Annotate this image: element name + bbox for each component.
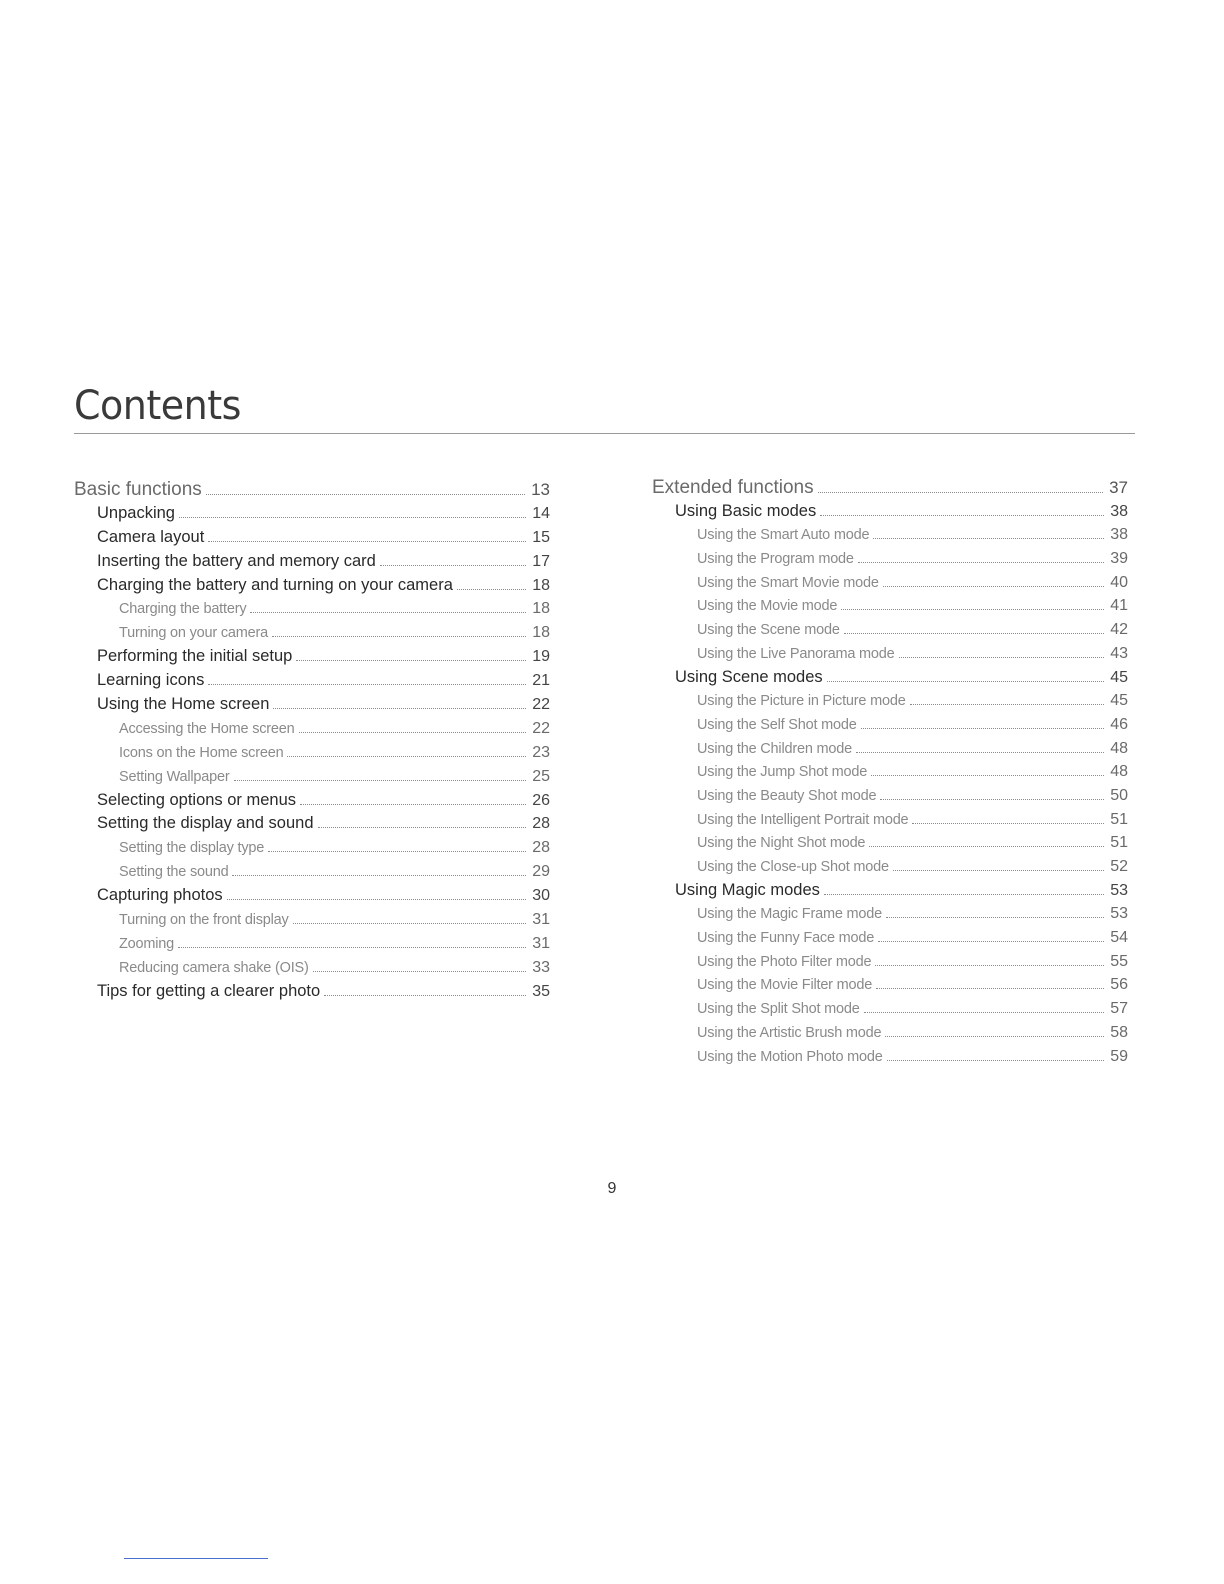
- toc-entry-page-number: 18: [532, 624, 550, 642]
- dot-leader: [873, 538, 1104, 539]
- toc-entry-page-number: 43: [1110, 644, 1128, 662]
- dot-leader: [899, 657, 1105, 658]
- toc-entry-label: Using the Night Shot mode: [697, 835, 866, 852]
- toc-entry-page-number: 35: [532, 982, 550, 1000]
- dot-leader: [824, 894, 1104, 895]
- toc-entry-basic-functions[interactable]: [74, 478, 550, 502]
- toc-entry-label: Inserting the battery and memory card: [97, 551, 376, 570]
- footer-link-underline: [124, 1558, 268, 1559]
- dot-leader: [232, 875, 526, 876]
- toc-entry-using-the-split-shot-mode[interactable]: [652, 997, 1128, 1021]
- toc-entry-label: Tips for getting a clearer photo: [97, 981, 321, 1000]
- toc-entry-performing-the-initial-setup[interactable]: [74, 645, 550, 669]
- title-divider: [74, 433, 1135, 434]
- toc-entry-label: Using the Split Shot mode: [697, 1001, 860, 1018]
- dot-leader: [178, 947, 526, 948]
- dot-leader: [227, 899, 527, 900]
- dot-leader: [864, 1012, 1105, 1013]
- toc-entry-using-the-intelligent-portrait-mode[interactable]: [652, 808, 1128, 832]
- dot-leader: [858, 562, 1104, 563]
- dot-leader: [887, 1060, 1105, 1061]
- toc-entry-page-number: 13: [531, 480, 550, 499]
- toc-entry-label: Using the Photo Filter mode: [697, 953, 872, 970]
- toc-entry-label: Using the Program mode: [697, 551, 854, 568]
- toc-entry-label: Performing the initial setup: [97, 647, 293, 666]
- toc-entry-label: Using the Children mode: [697, 740, 852, 757]
- toc-entry-selecting-options-or-menus[interactable]: [74, 789, 550, 813]
- toc-entry-label: Using the Self Shot mode: [697, 716, 857, 733]
- dot-leader: [861, 728, 1105, 729]
- toc-entry-label: Zooming: [119, 935, 175, 952]
- dot-leader: [318, 827, 527, 828]
- toc-entry-page-number: 48: [1110, 739, 1128, 757]
- dot-leader: [876, 988, 1104, 989]
- toc-entry-using-the-photo-filter-mode[interactable]: [652, 950, 1128, 974]
- toc-entry-page-number: 37: [1109, 478, 1128, 497]
- toc-entry-page-number: 52: [1110, 858, 1128, 875]
- toc-entry-page-number: 51: [1110, 834, 1128, 852]
- toc-entry-page-number: 50: [1110, 786, 1128, 804]
- toc-entry-tips-for-getting-a-clearer-photo[interactable]: [74, 980, 550, 1004]
- dot-leader: [910, 704, 1105, 705]
- toc-entry-inserting-the-battery-and-memory-card[interactable]: [74, 550, 550, 574]
- toc-entry-using-the-movie-mode[interactable]: [652, 594, 1128, 618]
- dot-leader: [883, 586, 1104, 587]
- toc-entry-label: Accessing the Home screen: [119, 720, 295, 737]
- toc-entry-label: Using the Close-up Shot mode: [697, 859, 889, 875]
- toc-entry-using-the-self-shot-mode[interactable]: [652, 713, 1128, 737]
- toc-right-column: [652, 476, 1128, 1068]
- dot-leader: [912, 823, 1104, 824]
- toc-entry-page-number: 53: [1110, 881, 1128, 899]
- dot-leader: [885, 1036, 1104, 1037]
- toc-entry-label: Using the Beauty Shot mode: [697, 787, 877, 804]
- toc-entry-extended-functions[interactable]: [652, 476, 1128, 500]
- toc-entry-page-number: 46: [1110, 715, 1128, 733]
- dot-leader: [380, 565, 526, 566]
- dot-leader: [313, 971, 527, 972]
- toc-entry-label: Unpacking: [97, 503, 175, 522]
- toc-entry-label: Using the Home screen: [97, 695, 270, 714]
- toc-entry-label: Basic functions: [74, 479, 202, 500]
- toc-entry-using-the-night-shot-mode[interactable]: [652, 831, 1128, 855]
- page-title: Contents: [74, 382, 241, 429]
- toc-entry-using-the-movie-filter-mode[interactable]: [652, 973, 1128, 997]
- dot-leader: [206, 494, 525, 495]
- toc-entry-reducing-camera-shake-ois[interactable]: [74, 956, 550, 980]
- toc-entry-label: Setting the display and sound: [97, 814, 314, 833]
- dot-leader: [871, 775, 1104, 776]
- toc-entry-using-the-beauty-shot-mode[interactable]: [652, 784, 1128, 808]
- toc-entry-page-number: 53: [1110, 905, 1128, 923]
- toc-entry-using-the-live-panorama-mode[interactable]: [652, 642, 1128, 666]
- toc-entry-label: Capturing photos: [97, 886, 223, 905]
- dot-leader: [893, 870, 1104, 871]
- toc-entry-page-number: 55: [1110, 952, 1128, 970]
- toc-entry-label: Charging the battery: [119, 601, 247, 618]
- toc-entry-using-the-magic-frame-mode[interactable]: [652, 902, 1128, 926]
- toc-entry-using-scene-modes[interactable]: [652, 666, 1128, 690]
- toc-entry-page-number: 30: [532, 887, 550, 905]
- toc-entry-label: Using the Live Panorama mode: [697, 645, 895, 662]
- dot-leader: [875, 965, 1104, 966]
- dot-leader: [273, 708, 526, 709]
- toc-entry-label: Using the Smart Movie mode: [697, 574, 879, 591]
- toc-entry-page-number: 56: [1110, 976, 1128, 994]
- toc-entry-label: Extended functions: [652, 477, 814, 498]
- dot-leader: [880, 799, 1104, 800]
- toc-entry-page-number: 39: [1110, 550, 1128, 568]
- toc-entry-label: Using Magic modes: [675, 880, 820, 899]
- toc-entry-page-number: 51: [1110, 810, 1128, 828]
- toc-entry-using-the-smart-auto-mode[interactable]: [652, 523, 1128, 547]
- toc-entry-using-the-home-screen[interactable]: [74, 693, 550, 717]
- dot-leader: [250, 612, 526, 613]
- toc-entry-label: Using the Smart Auto mode: [697, 527, 870, 544]
- dot-leader: [272, 636, 526, 637]
- toc-entry-label: Turning on the front display: [119, 912, 289, 929]
- toc-entry-setting-the-display-type[interactable]: [74, 836, 550, 860]
- toc-entry-label: Setting the display type: [119, 840, 265, 857]
- toc-entry-label: Learning icons: [97, 671, 205, 690]
- toc-entry-page-number: 58: [1110, 1023, 1128, 1041]
- dot-leader: [457, 589, 526, 590]
- toc-entry-page-number: 26: [532, 791, 550, 809]
- dot-leader: [878, 941, 1104, 942]
- toc-entry-turning-on-the-front-display[interactable]: [74, 908, 550, 932]
- dot-leader: [296, 660, 526, 661]
- dot-leader: [869, 846, 1104, 847]
- toc-entry-page-number: 38: [1110, 526, 1128, 544]
- toc-entry-setting-the-display-and-sound[interactable]: [74, 812, 550, 836]
- dot-leader: [299, 732, 527, 733]
- page-number: 9: [607, 1180, 617, 1197]
- toc-entry-using-the-motion-photo-mode[interactable]: [652, 1045, 1128, 1069]
- toc-entry-camera-layout[interactable]: [74, 526, 550, 550]
- toc-entry-page-number: 18: [532, 576, 550, 594]
- toc-entry-page-number: 45: [1110, 668, 1128, 686]
- dot-leader: [827, 681, 1105, 682]
- toc-entry-label: Using the Funny Face mode: [697, 930, 875, 947]
- toc-entry-label: Using Scene modes: [675, 667, 823, 686]
- toc-entry-label: Using Basic modes: [675, 501, 817, 520]
- toc-entry-setting-wallpaper[interactable]: [74, 765, 550, 789]
- toc-entry-label: Using the Movie mode: [697, 598, 838, 615]
- toc-entry-label: Camera layout: [97, 527, 205, 546]
- toc-entry-charging-the-battery-and-turning-on-your-camera[interactable]: [74, 574, 550, 598]
- toc-entry-page-number: 25: [532, 767, 550, 785]
- toc-entry-capturing-photos[interactable]: [74, 884, 550, 908]
- toc-entry-label: Using the Magic Frame mode: [697, 906, 882, 923]
- dot-leader: [287, 756, 526, 757]
- dot-leader: [856, 752, 1104, 753]
- toc-entry-page-number: 31: [532, 934, 550, 952]
- toc-entry-page-number: 45: [1110, 692, 1128, 710]
- toc-entry-page-number: 57: [1110, 1000, 1128, 1018]
- toc-entry-page-number: 29: [532, 863, 550, 881]
- toc-entry-page-number: 42: [1110, 621, 1128, 639]
- toc-entry-page-number: 15: [532, 528, 550, 546]
- toc-entry-page-number: 18: [532, 600, 550, 618]
- toc-entry-charging-the-battery[interactable]: [74, 597, 550, 621]
- toc-entry-using-the-program-mode[interactable]: [652, 547, 1128, 571]
- toc-entry-page-number: 48: [1110, 763, 1128, 781]
- toc-entry-using-the-smart-movie-mode[interactable]: [652, 571, 1128, 595]
- toc-entry-label: Icons on the Home screen: [119, 744, 284, 761]
- toc-entry-page-number: 54: [1110, 929, 1128, 947]
- toc-entry-accessing-the-home-screen[interactable]: [74, 717, 550, 741]
- toc-entry-page-number: 41: [1110, 597, 1128, 615]
- toc-entry-label: Using the Movie Filter mode: [697, 977, 873, 994]
- toc-entry-using-the-close-up-shot-mode[interactable]: [652, 855, 1128, 879]
- toc-entry-icons-on-the-home-screen[interactable]: [74, 741, 550, 765]
- toc-entry-zooming[interactable]: [74, 932, 550, 956]
- toc-left-column: [74, 478, 550, 1004]
- toc-entry-turning-on-your-camera[interactable]: [74, 621, 550, 645]
- dot-leader: [208, 684, 526, 685]
- toc-entry-label: Using the Artistic Brush mode: [697, 1024, 882, 1041]
- dot-leader: [234, 780, 527, 781]
- toc-entry-using-the-artistic-brush-mode[interactable]: [652, 1021, 1128, 1045]
- toc-entry-page-number: 40: [1110, 573, 1128, 591]
- dot-leader: [818, 492, 1103, 493]
- toc-entry-using-the-scene-mode[interactable]: [652, 618, 1128, 642]
- toc-entry-label: Charging the battery and turning on your camera: [97, 575, 453, 594]
- toc-entry-using-the-children-mode[interactable]: [652, 737, 1128, 761]
- toc-entry-page-number: 28: [532, 815, 550, 833]
- toc-entry-label: Selecting options or menus: [97, 790, 297, 809]
- dot-leader: [208, 541, 526, 542]
- toc-entry-page-number: 33: [532, 958, 550, 976]
- toc-entry-unpacking[interactable]: [74, 502, 550, 526]
- dot-leader: [820, 515, 1104, 516]
- toc-entry-page-number: 38: [1110, 502, 1128, 520]
- toc-entry-page-number: 59: [1110, 1047, 1128, 1065]
- toc-entry-page-number: 23: [532, 743, 550, 761]
- toc-entry-page-number: 28: [532, 839, 550, 857]
- toc-entry-label: Using the Motion Photo mode: [697, 1048, 883, 1065]
- toc-entry-page-number: 21: [532, 672, 550, 690]
- toc-entry-label: Using the Picture in Picture mode: [697, 693, 906, 710]
- dot-leader: [886, 917, 1104, 918]
- toc-entry-label: Setting Wallpaper: [119, 768, 230, 785]
- toc-entry-learning-icons[interactable]: [74, 669, 550, 693]
- toc-entry-page-number: 19: [532, 648, 550, 666]
- dot-leader: [844, 633, 1105, 634]
- toc-entry-label: Using the Scene mode: [697, 622, 840, 639]
- toc-entry-label: Reducing camera shake (OIS): [119, 959, 309, 976]
- toc-entry-label: Using the Intelligent Portrait mode: [697, 811, 909, 828]
- toc-entry-using-the-picture-in-picture-mode[interactable]: [652, 689, 1128, 713]
- toc-entry-using-basic-modes[interactable]: [652, 500, 1128, 524]
- dot-leader: [841, 609, 1104, 610]
- toc-entry-label: Using the Jump Shot mode: [697, 764, 868, 781]
- dot-leader: [293, 923, 527, 924]
- toc-entry-page-number: 17: [532, 552, 550, 570]
- dot-leader: [324, 995, 526, 996]
- toc-entry-label: Setting the sound: [119, 864, 229, 881]
- toc-entry-page-number: 31: [532, 911, 550, 929]
- toc-entry-setting-the-sound[interactable]: [74, 860, 550, 884]
- toc-entry-using-the-funny-face-mode[interactable]: [652, 926, 1128, 950]
- toc-entry-page-number: 22: [532, 719, 550, 737]
- toc-entry-page-number: 14: [532, 504, 550, 522]
- toc-entry-label: Turning on your camera: [119, 625, 268, 642]
- toc-entry-page-number: 22: [532, 696, 550, 714]
- toc-entry-using-the-jump-shot-mode[interactable]: [652, 760, 1128, 784]
- toc-entry-using-magic-modes[interactable]: [652, 879, 1128, 903]
- dot-leader: [300, 804, 526, 805]
- dot-leader: [268, 851, 526, 852]
- dot-leader: [179, 517, 526, 518]
